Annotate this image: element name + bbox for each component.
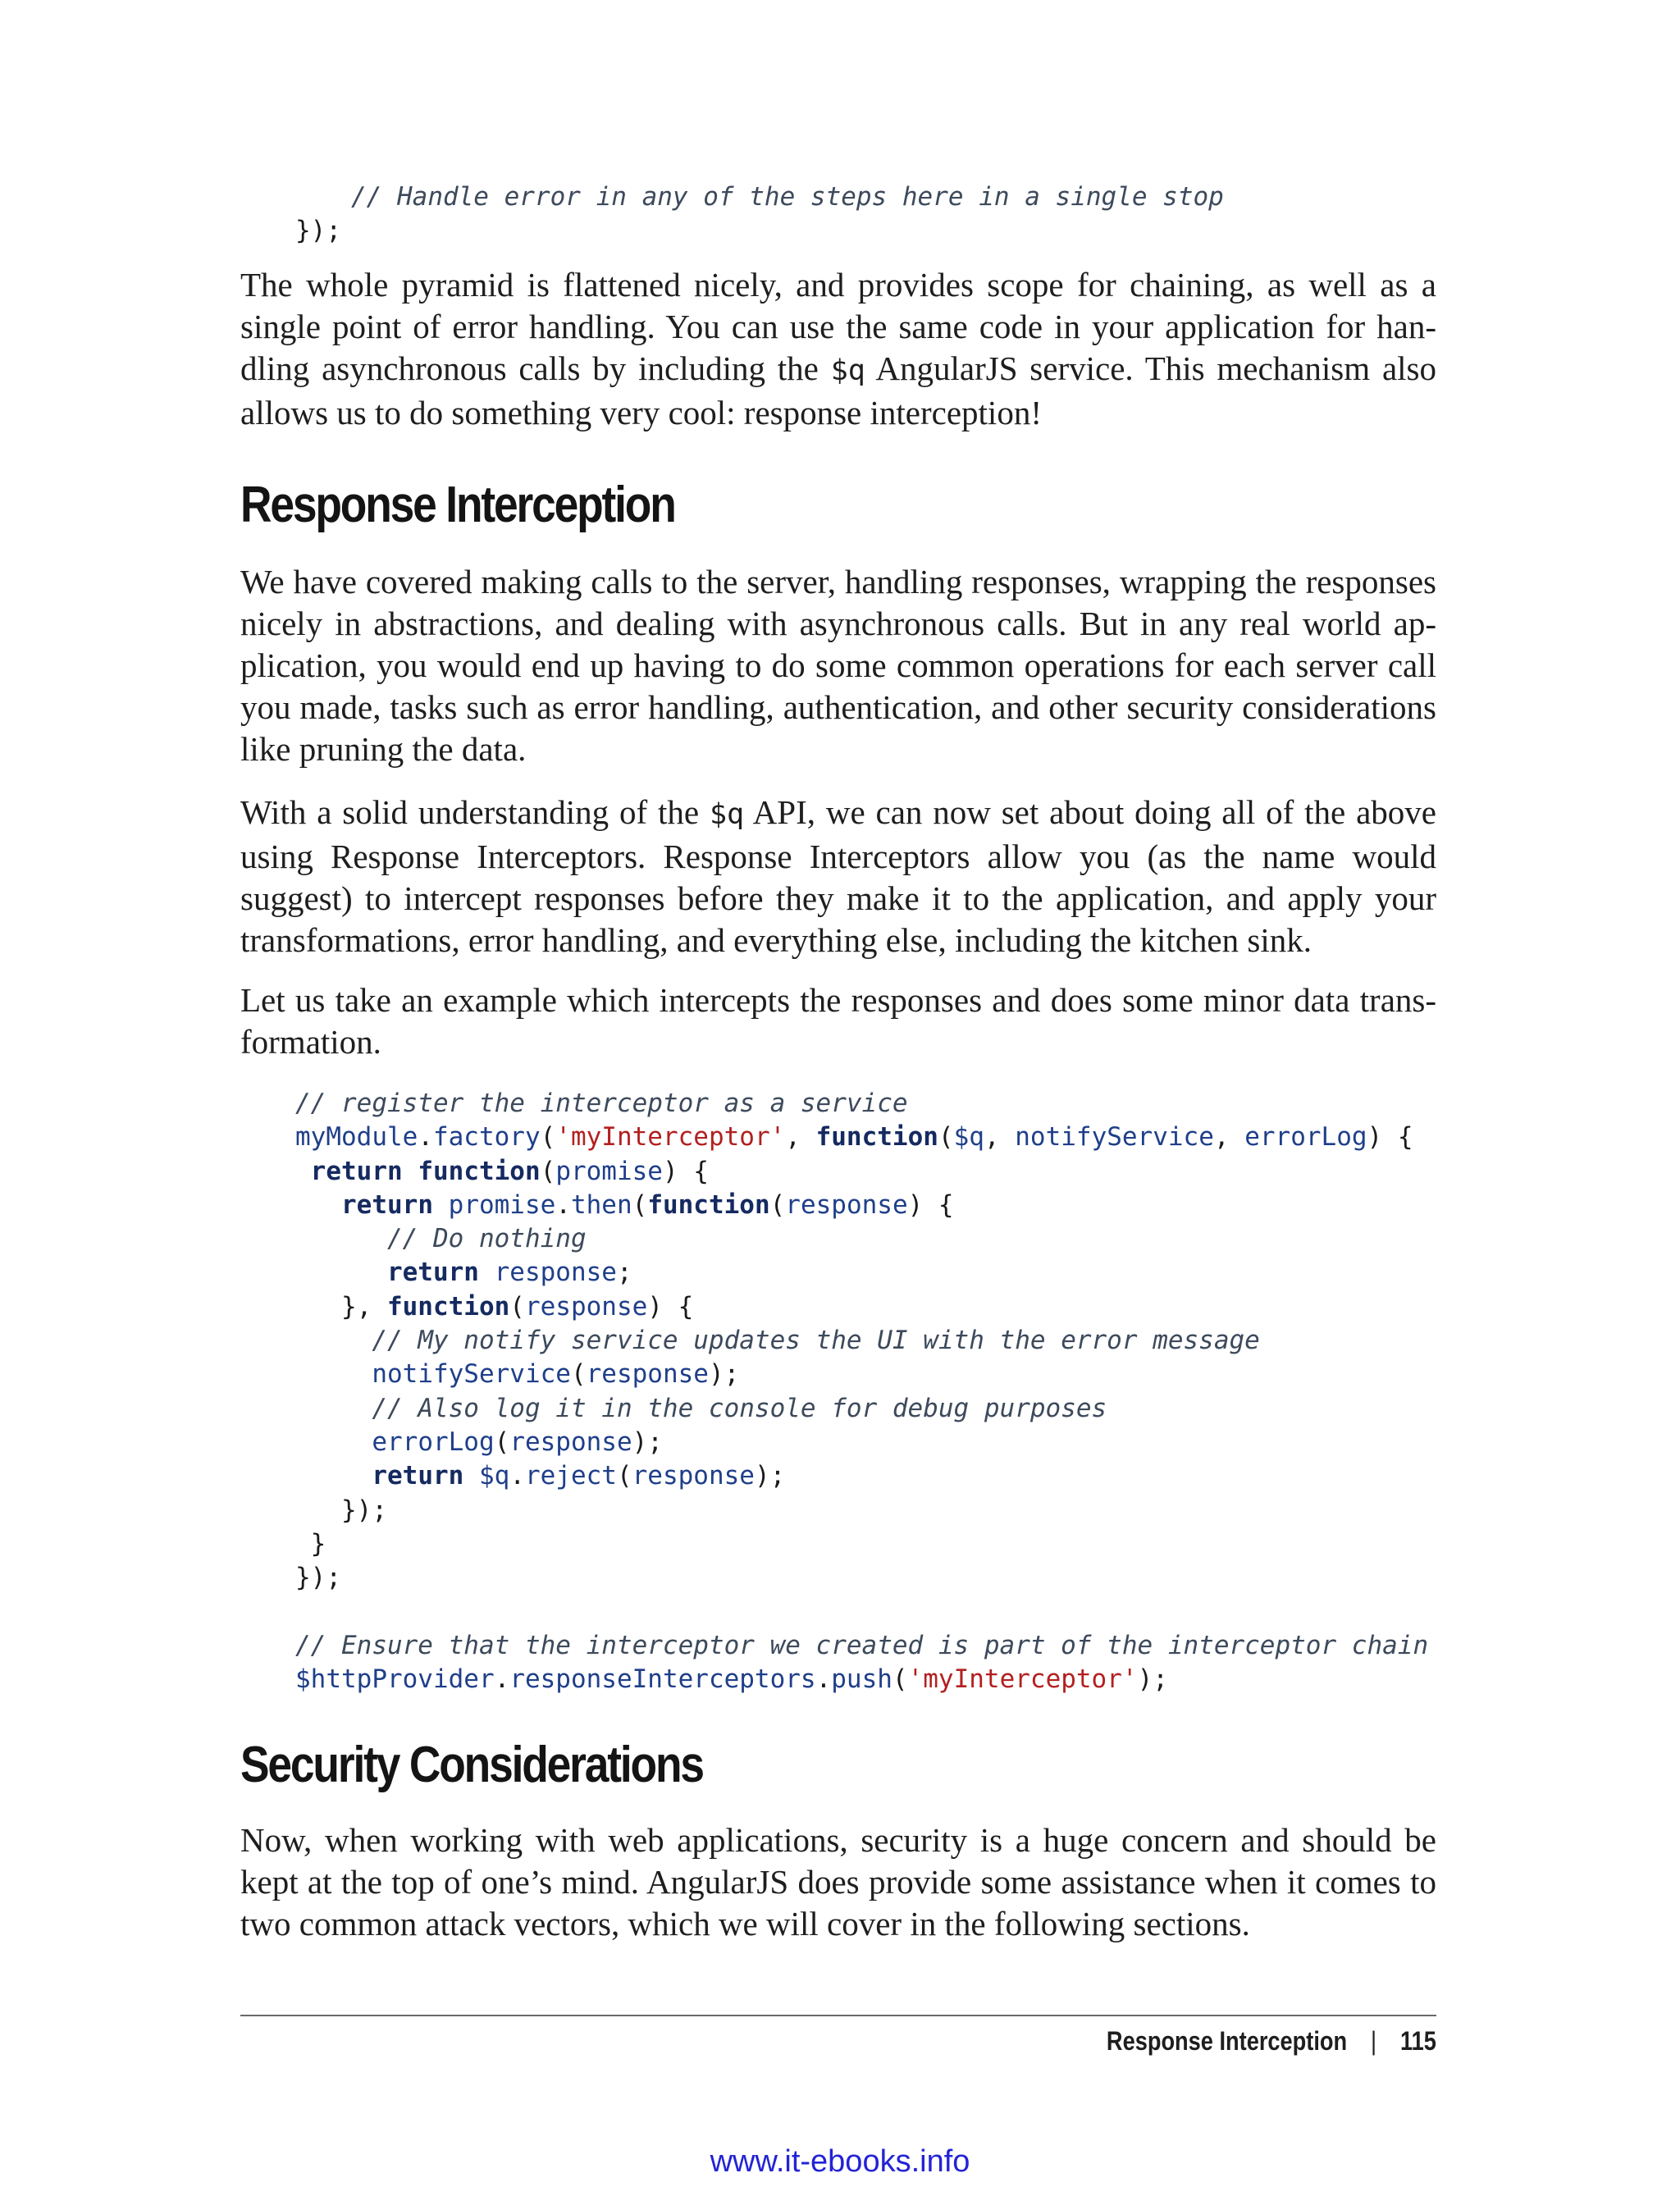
inline-code: $q	[830, 354, 865, 387]
code-comment: // My notify service updates the UI with the error message	[372, 1326, 1260, 1356]
paragraph-example-intro: Let us take an example which intercepts the responses and does some minor data transformation.	[240, 981, 1436, 1061]
paragraph-text: API, we can now set about doing all of the above using Response Interceptors. Response Interceptors allow you (as the name would suggest) to intercept responses before they make it to the application, and apply your transformations, error handling, and everything else, including the kitchen sink.	[240, 793, 1436, 959]
code-identifier: $httpProvider	[295, 1664, 495, 1695]
code-identifier: errorLog	[372, 1427, 495, 1457]
code-method: factory	[432, 1122, 541, 1153]
paragraph-text: With a solid understanding of the	[240, 793, 710, 831]
code-identifier: response	[524, 1291, 648, 1322]
code-line: });	[295, 216, 341, 246]
paragraph-security: Now, when working with web applications, security is a huge concern and should be kept at the top of one’s mind. AngularJS does provide some assistance when it comes to two common attack vectors, which we will cover in the following sections.	[240, 1821, 1436, 1942]
code-identifier: response	[632, 1461, 755, 1491]
inline-code: $q	[709, 798, 745, 831]
code-method: then	[570, 1189, 632, 1220]
footer-separator: |	[1371, 2026, 1377, 2056]
footer-divider	[240, 2015, 1436, 2016]
paragraph-q-api	[240, 792, 1436, 961]
code-identifier: responseInterceptors	[509, 1664, 816, 1695]
code-keyword: function	[386, 1291, 510, 1322]
code-keyword: return	[341, 1189, 433, 1220]
code-identifier: notifyService	[372, 1359, 571, 1390]
code-keyword: return	[310, 1156, 403, 1186]
code-comment: // register the interceptor as a service	[295, 1089, 908, 1118]
code-method: reject	[524, 1461, 617, 1491]
code-identifier: promise	[448, 1189, 556, 1220]
code-keyword: function	[815, 1122, 938, 1153]
code-comment: // Do nothing	[386, 1224, 587, 1254]
code-identifier: $q	[478, 1461, 510, 1491]
code-identifier: response	[586, 1359, 709, 1390]
code-comment: // Handle error in any of the steps here in a single stop	[351, 182, 1224, 212]
code-identifier: notifyService	[1015, 1122, 1214, 1153]
code-identifier: response	[494, 1258, 617, 1288]
footer-section-title: Response Interception	[1107, 2026, 1348, 2056]
paragraph-text: AngularJS service. This mechanism also allows us to do something very cool: response interception!	[240, 349, 1436, 431]
page-footer	[1107, 2026, 1436, 2057]
watermark-link[interactable]: www.it-ebooks.info	[710, 2144, 970, 2179]
code-comment: // Ensure that the interceptor we created is part of the interceptor chain	[295, 1630, 1429, 1660]
page-number: 115	[1400, 2026, 1436, 2056]
paragraph-text: The whole pyramid is flattened nicely, and provides scope for chaining, as well as a single point of error handling. You can use the same code in your application for handling asynchronous calls by including the	[240, 266, 1436, 387]
code-keyword: return	[386, 1258, 479, 1288]
code-comment: // Also log it in the console for debug purposes	[372, 1393, 1107, 1423]
code-identifier: response	[509, 1427, 632, 1457]
code-identifier: errorLog	[1244, 1122, 1367, 1153]
code-string: 'myInterceptor'	[907, 1664, 1138, 1695]
paragraph-response-calls: We have covered making calls to the server, handling responses, wrapping the responses nicely in abstractions, and dealing with asynchronous calls. But in any real world application, you would end up having to do some common operations for each server call you made, tasks such as error handling, authentication, and other security considerations like pruning the data.	[240, 563, 1436, 768]
section-heading-response-interception: Response Interception	[240, 477, 675, 533]
code-block-interceptor: // register the interceptor as a service myModule.factory('myInterceptor', function($q, notifyService, errorLog) { return function(promise) { return promise.then(function(response) { // Do nothing return response; }, function(response) { // My notify service updates the UI with the error message notifyService(response); // Also log it in the console for debug purposes errorLog(response); return $q.reject(response); }); } }); // Ensure that the interceptor we created is part of the interceptor chain $httpProvider.responseInterceptors.push('myInterceptor');	[295, 1089, 1429, 1695]
code-keyword: return	[372, 1461, 464, 1491]
paragraph-intro	[240, 264, 1436, 434]
code-keyword: function	[418, 1156, 541, 1186]
code-string: 'myInterceptor'	[555, 1122, 786, 1153]
section-heading-security-considerations: Security Considerations	[240, 1737, 703, 1793]
code-identifier: myModule	[295, 1122, 418, 1153]
code-keyword: function	[647, 1189, 770, 1220]
code-method: push	[831, 1664, 892, 1695]
code-identifier: response	[785, 1189, 908, 1220]
code-identifier: promise	[555, 1156, 663, 1186]
code-snippet-top	[295, 180, 1224, 249]
code-identifier: $q	[953, 1122, 984, 1153]
